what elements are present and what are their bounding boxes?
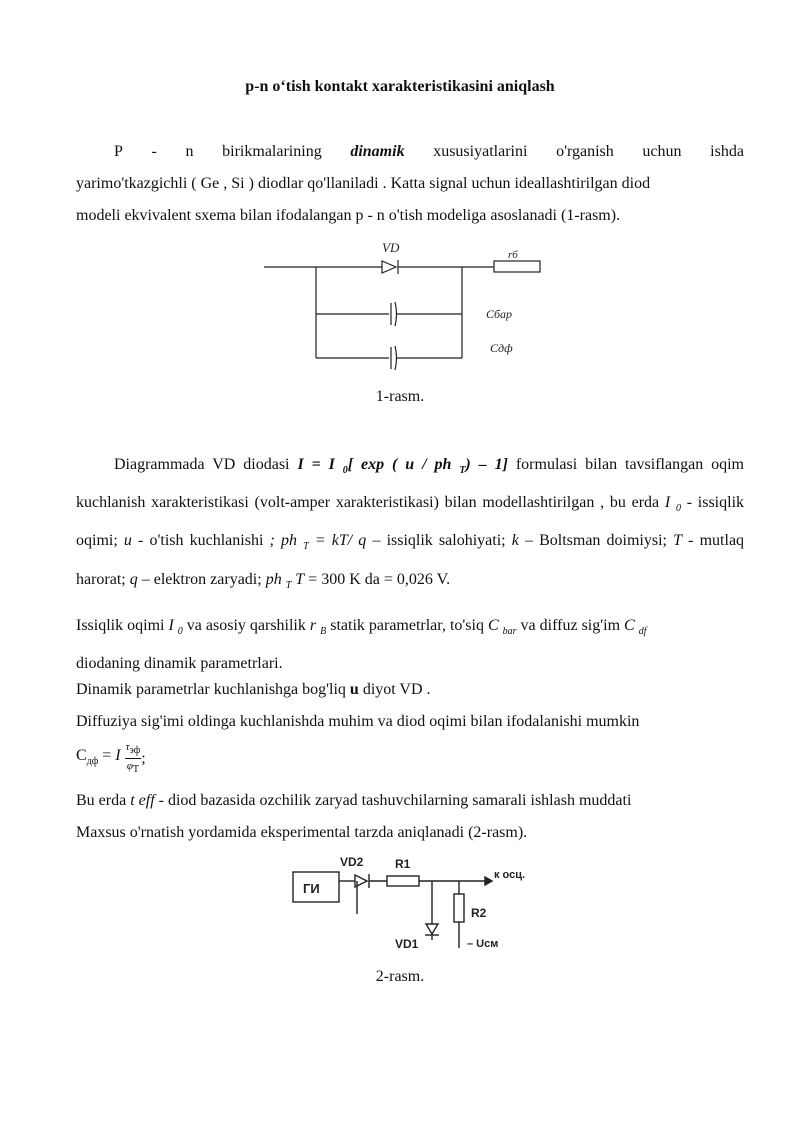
intro-word: n (185, 143, 194, 160)
vd1-label: VD1 (395, 937, 419, 951)
intro-word: uchun (642, 143, 682, 160)
diffusion-capacitance-formula: $C_{дф} = I$ $\tau_{эф}$ $\varphi_T$ ; (76, 741, 146, 776)
oscilloscope-label: к осц. (494, 869, 526, 881)
static-params-paragraph: Issiqlik oqimi I $_0$ va asosiy qarshilik r $_B$ statik parametrlar, to'siq C $_{bar}$ va diffuz sig'im C $_{df}$ diodaning dinamik parametrlari. (76, 617, 647, 673)
diagram-paragraph: Diagrammada VD diodasi I = I $_0$[ exp ( u / ph $_T$) – 1] formulasi bilan tavsiflangan oqim kuchlanish xarakteristikasi (volt-amper xarakteristikasi) bilan modellashtirilgan , bu erda I $_0$ - issiqlik oqimi; u - o'tish kuchlanishi ; ph $_T$ = kT/ q – issiqlik salohiyati; k – Boltsman doimiysi; T - mutlaq harorat; q – elektron zaryadi; ph $_T$ T = 300 K da = 0,026 V. (76, 456, 745, 591)
cdf-label: Cдф (490, 341, 513, 355)
intro-line-2: yarimo'tkazgichli ( Ge , Si ) diodlar qo'llaniladi . Katta signal uchun ideallashtirilgan diod (76, 175, 651, 192)
diffusion-line: Diffuziya sig'imi oldinga kuchlanishda muhim va diod oqimi bilan ifodalanishi mumkin (76, 713, 640, 730)
intro-word: P (114, 143, 123, 160)
figure-1-circuit (258, 236, 548, 386)
r1-label: R1 (395, 857, 411, 871)
intro-word: ishda (710, 143, 744, 160)
vd2-label: VD2 (340, 855, 364, 869)
intro-word: birikmalarining (222, 143, 322, 160)
intro-word-emphasis: dinamik (350, 143, 405, 160)
cbar-label: Cбар (486, 307, 513, 321)
r2-label: R2 (471, 906, 487, 920)
intro-word: - (151, 143, 157, 160)
eff-line-1: Bu erda t eff - diod bazasida ozchilik zaryad tashuvchilarning samarali ishlash muddati (76, 792, 632, 809)
figure-2-circuit (285, 852, 545, 952)
intro-line-1 (114, 136, 744, 168)
rb-label: rб (508, 249, 518, 261)
figure-1-caption: 1-rasm. (375, 388, 425, 405)
dynamic-params-line: Dinamik parametrlar kuchlanishga bog'liq u diyot VD . (76, 681, 431, 698)
vd-label: VD (382, 240, 400, 255)
intro-word: xususiyatlarini (433, 143, 528, 160)
generator-label: ГИ (303, 881, 320, 896)
page-title: p-n o‘tish kontakt xarakteristikasini aniqlash (245, 78, 555, 95)
bias-voltage-label: – Uсм (467, 938, 499, 950)
formula-part: I = I (297, 456, 343, 473)
intro-word: o'rganish (556, 143, 614, 160)
figure-2-caption: 2-rasm. (375, 968, 425, 985)
eff-line-2: Maxsus o'rnatish yordamida eksperimental tarzda aniqlanadi (2-rasm). (76, 824, 528, 841)
intro-line-3: modeli ekvivalent sxema bilan ifodalangan p - n o'tish modeliga asoslanadi (1-rasm). (76, 207, 621, 224)
